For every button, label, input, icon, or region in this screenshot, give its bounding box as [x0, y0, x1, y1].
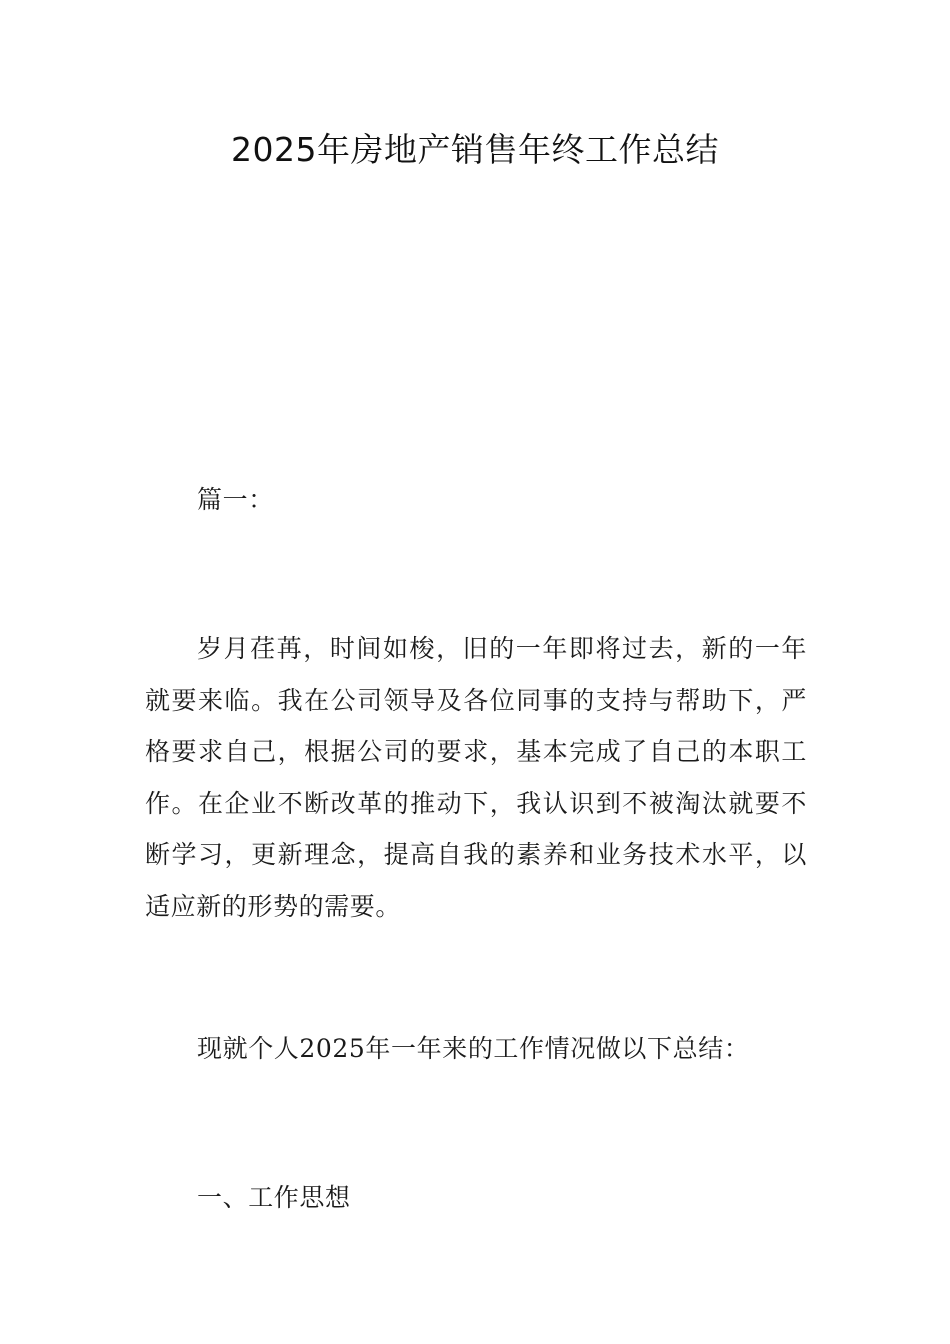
summary-lead-paragraph: 现就个人2025年一年来的工作情况做以下总结：: [197, 1034, 750, 1063]
document-title: 2025年房地产销售年终工作总结: [231, 130, 719, 169]
intro-paragraph: 岁月荏苒，时间如梭，旧的一年即将过去，新的一年就要来临。我在公司领导及各位同事的支持与帮助下，严格要求自己，根据公司的要求，基本完成了自己的本职工作。在企业不断改革的推动下，我认识到不被淘汰就要不断学习，更新理念，提高自我的素养和业务技术水平，以适应新的形势的需要。: [145, 634, 807, 921]
section-heading-work-thinking: 一、工作思想: [197, 1183, 351, 1212]
section-label-part-one: 篇一：: [197, 485, 274, 514]
